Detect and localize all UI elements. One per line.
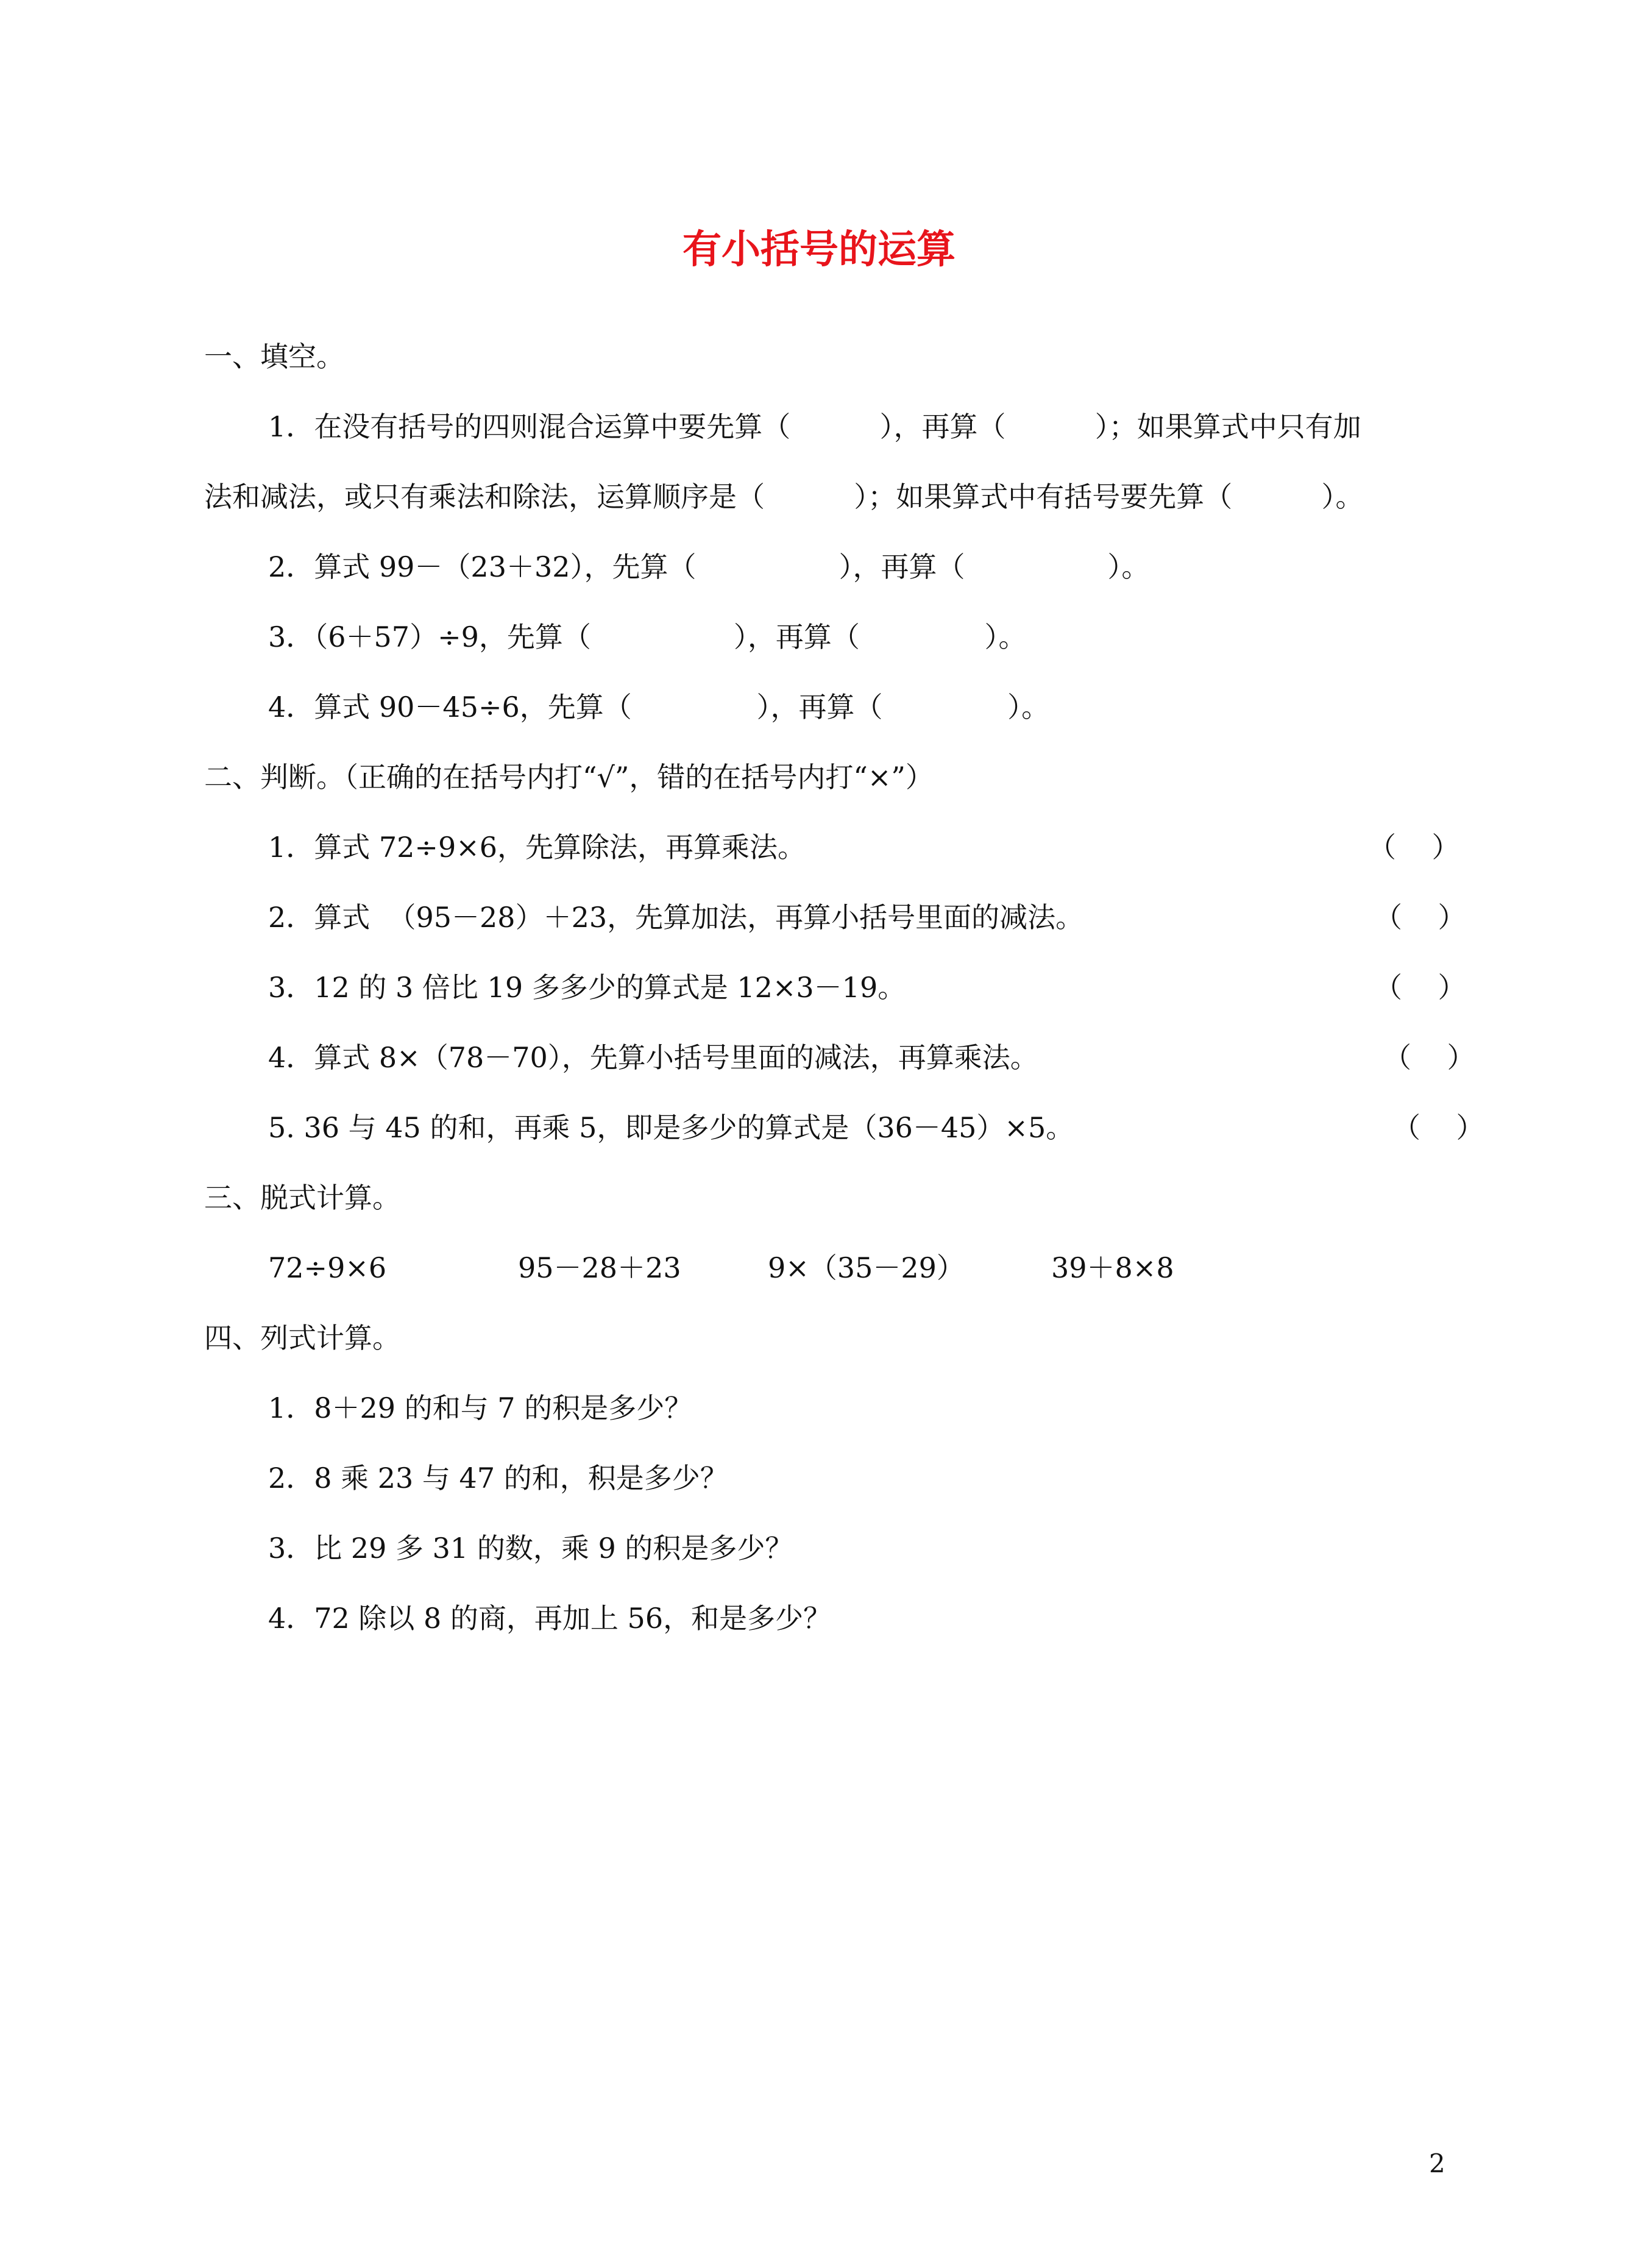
judgment-item-1: 1．算式 72÷9×6，先算除法，再算乘法。 (268, 831, 806, 864)
calc-expression-1: 72÷9×6 (268, 1251, 387, 1284)
section-1-question-3: 3．（6＋57）÷9，先算（ ），再算（ ）。 (268, 620, 1027, 653)
judgment-item-4: 4．算式 8×（78－70），先算小括号里面的减法，再算乘法。 (268, 1041, 1038, 1074)
word-problem-3: 3．比 29 多 31 的数，乘 9 的积是多少？ (268, 1532, 793, 1565)
judgment-answer-paren-1: （ ） (1368, 831, 1460, 864)
section-4-heading: 四、列式计算。 (204, 1321, 400, 1354)
word-problem-2: 2．8 乘 23 与 47 的和，积是多少？ (268, 1462, 728, 1495)
calc-expression-2: 95－28＋23 (518, 1251, 681, 1284)
section-1-question-1-line-2: 法和减法，或只有乘法和除法，运算顺序是（ ）；如果算式中有括号要先算（ ）。 (204, 480, 1364, 513)
judgment-item-5: 5. 36 与 45 的和，再乘 5，即是多少的算式是（36－45）×5。 (268, 1111, 1074, 1144)
section-3-heading: 三、脱式计算。 (204, 1181, 400, 1214)
page-number: 2 (1429, 2149, 1445, 2178)
word-problem-4: 4．72 除以 8 的商，再加上 56，和是多少？ (268, 1602, 832, 1635)
judgment-item-3: 3．12 的 3 倍比 19 多多少的算式是 12×3－19。 (268, 971, 906, 1004)
judgment-answer-paren-5: （ ） (1392, 1111, 1484, 1144)
section-1-question-2: 2．算式 99－（23＋32），先算（ ），再算（ ）。 (268, 550, 1150, 583)
section-1-question-4: 4．算式 90－45÷6，先算（ ），再算（ ）。 (268, 691, 1050, 723)
judgment-answer-paren-2: （ ） (1374, 901, 1466, 934)
judgment-answer-paren-4: （ ） (1383, 1041, 1475, 1074)
word-problem-1: 1．8＋29 的和与 7 的积是多少？ (268, 1392, 693, 1424)
page-title: 有小括号的运算 (682, 227, 956, 272)
calc-expression-4: 39＋8×8 (1051, 1251, 1174, 1284)
judgment-item-2: 2．算式 （95－28）＋23，先算加法，再算小括号里面的减法。 (268, 901, 1084, 934)
section-2-heading: 二、判断。（正确的在括号内打“√”，错的在括号内打“×”） (204, 761, 934, 794)
section-1-heading: 一、填空。 (204, 340, 344, 373)
calc-expression-3: 9×（35－29） (768, 1251, 965, 1284)
judgment-answer-paren-3: （ ） (1374, 971, 1466, 1004)
section-1-question-1-line-1: 1．在没有括号的四则混合运算中要先算（ ），再算（ ）；如果算式中只有加 (268, 410, 1361, 443)
